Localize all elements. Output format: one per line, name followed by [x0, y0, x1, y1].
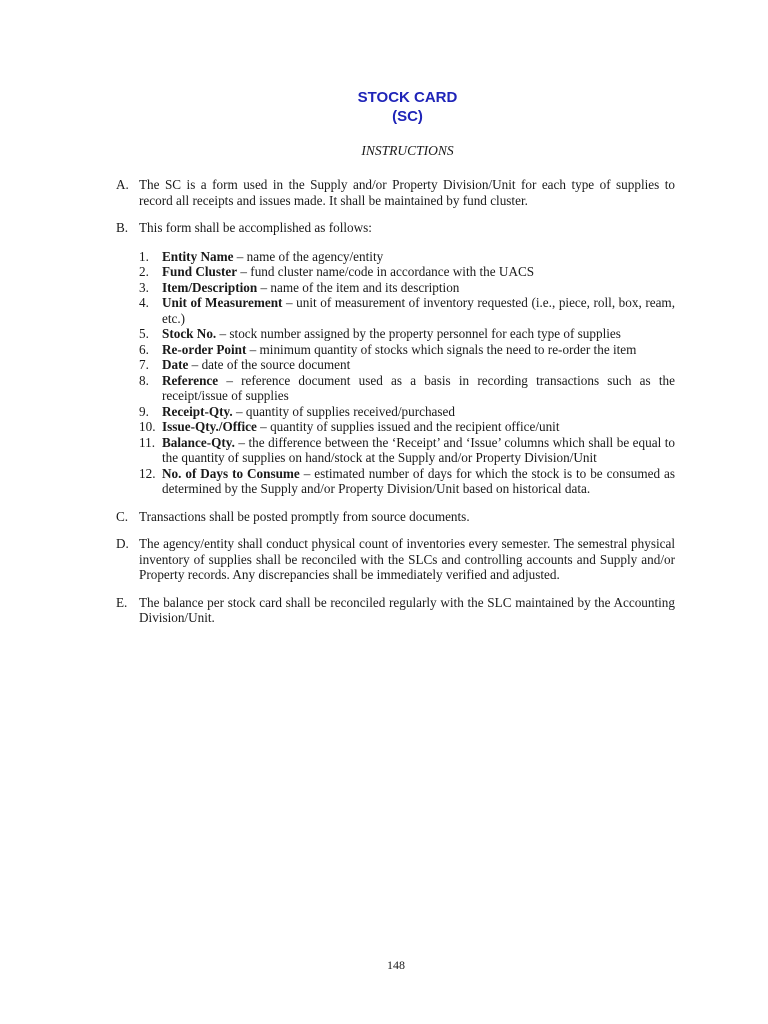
- list-item: [139, 404, 675, 420]
- list-item-number: 11.: [139, 434, 155, 450]
- list-item: [139, 249, 675, 265]
- document-page: [116, 88, 675, 626]
- list-item: [139, 373, 675, 404]
- list-item-text: [162, 264, 675, 280]
- field-term: Item/Description: [162, 279, 258, 295]
- field-description: – date of the source document: [188, 357, 351, 372]
- section-letter: B.: [116, 220, 129, 235]
- instructions-heading: INSTRUCTIONS: [361, 143, 454, 158]
- list-item-number: 2.: [139, 264, 149, 279]
- list-item: [139, 280, 675, 296]
- field-term: Balance-Qty.: [162, 434, 235, 450]
- section-letter: D.: [116, 536, 129, 551]
- list-item-text: [162, 342, 675, 358]
- field-instructions-list: [139, 249, 675, 497]
- list-item: [139, 466, 675, 497]
- list-item-number: 4.: [139, 295, 149, 310]
- field-description: – fund cluster name/code in accordance with the UACS: [237, 264, 535, 279]
- section-text: This form shall be accomplished as follows:: [139, 220, 372, 235]
- field-term: Unit of Measurement: [162, 295, 283, 310]
- field-term: Entity Name: [162, 248, 234, 264]
- list-item-number: 3.: [139, 279, 149, 295]
- list-item-text: [162, 373, 675, 404]
- section-body: [139, 220, 675, 497]
- list-item: [139, 342, 675, 358]
- field-description: – reference document used as a basis in recording transactions such as the receipt/issue of supplies: [162, 372, 675, 403]
- list-item-text: [162, 466, 675, 497]
- section-b: [116, 220, 675, 497]
- list-item-number: 7.: [139, 357, 149, 372]
- field-term: Fund Cluster: [162, 264, 238, 279]
- list-item-text: [162, 249, 675, 265]
- field-term: Reference: [162, 372, 219, 388]
- field-description: – unit of measurement of inventory requested (i.e., piece, roll, box, ream, etc.): [162, 295, 675, 326]
- list-item: [139, 295, 675, 326]
- section-e: [116, 595, 675, 626]
- field-term: No. of Days to Consume: [162, 465, 300, 481]
- title-line-1: STOCK CARD: [357, 89, 458, 106]
- field-description: – stock number assigned by the property personnel for each type of supplies: [216, 326, 621, 341]
- section-text: The balance per stock card shall be reconciled regularly with the SLC maintained by the Accounting Division/Unit.: [139, 594, 675, 625]
- list-item-number: 10.: [139, 419, 156, 434]
- section-a: [116, 177, 675, 208]
- section-c: [116, 509, 675, 525]
- list-item-text: [162, 357, 675, 373]
- section-text: Transactions shall be posted promptly from source documents.: [139, 508, 470, 524]
- list-item-number: 9.: [139, 403, 149, 419]
- title-line-2: (SC): [392, 108, 423, 125]
- field-term: Receipt-Qty.: [162, 403, 233, 419]
- section-text: The agency/entity shall conduct physical count of inventories every semester. The semestral physical inventory of supplies shall be reconciled with the SLCs and controlling accounts and Supply and/or Property records. Any discrepancies shall be immediately verified and adjusted.: [139, 536, 675, 582]
- field-term: Date: [162, 357, 189, 372]
- section-d: [116, 536, 675, 583]
- field-description: – estimated number of days for which the stock is to be consumed as determined by the Supply and/or Property Division/Unit based on historical data.: [162, 465, 675, 496]
- field-term: Issue-Qty./Office: [162, 419, 257, 434]
- list-item: [139, 435, 675, 466]
- list-item: [139, 419, 675, 435]
- list-item-text: [162, 280, 675, 296]
- list-item-number: 6.: [139, 341, 149, 357]
- list-item-text: [162, 435, 675, 466]
- field-description: – name of the agency/entity: [233, 248, 384, 264]
- section-letter: E.: [116, 594, 128, 610]
- list-item-number: 12.: [139, 465, 156, 481]
- page-number: 148: [387, 958, 405, 972]
- field-description: – minimum quantity of stocks which signals the need to re-order the item: [246, 341, 637, 357]
- section-letter: C.: [116, 508, 129, 524]
- list-item: [139, 326, 675, 342]
- field-term: Re-order Point: [162, 341, 247, 357]
- section-text: The SC is a form used in the Supply and/or Property Division/Unit for each type of supplies to record all receipts and issues made. It shall be maintained by fund cluster.: [139, 177, 675, 208]
- field-description: – name of the item and its description: [257, 279, 460, 295]
- list-item-text: [162, 404, 675, 420]
- field-description: – quantity of supplies received/purchased: [232, 403, 455, 419]
- document-title: [116, 88, 675, 126]
- list-item-text: [162, 295, 675, 326]
- list-item-number: 5.: [139, 326, 149, 341]
- field-description: – the difference between the ‘Receipt’ and ‘Issue’ columns which shall be equal to the quantity of supplies on hand/stock at the Supply and/or Property Division/Unit: [162, 434, 675, 465]
- list-item-text: [162, 326, 675, 342]
- field-description: – quantity of supplies issued and the recipient office/unit: [256, 419, 560, 434]
- list-item: [139, 264, 675, 280]
- list-item: [139, 357, 675, 373]
- field-term: Stock No.: [162, 326, 217, 341]
- list-item-number: 8.: [139, 372, 149, 388]
- list-item-text: [162, 419, 675, 435]
- section-letter: A.: [116, 177, 129, 192]
- list-item-number: 1.: [139, 248, 149, 264]
